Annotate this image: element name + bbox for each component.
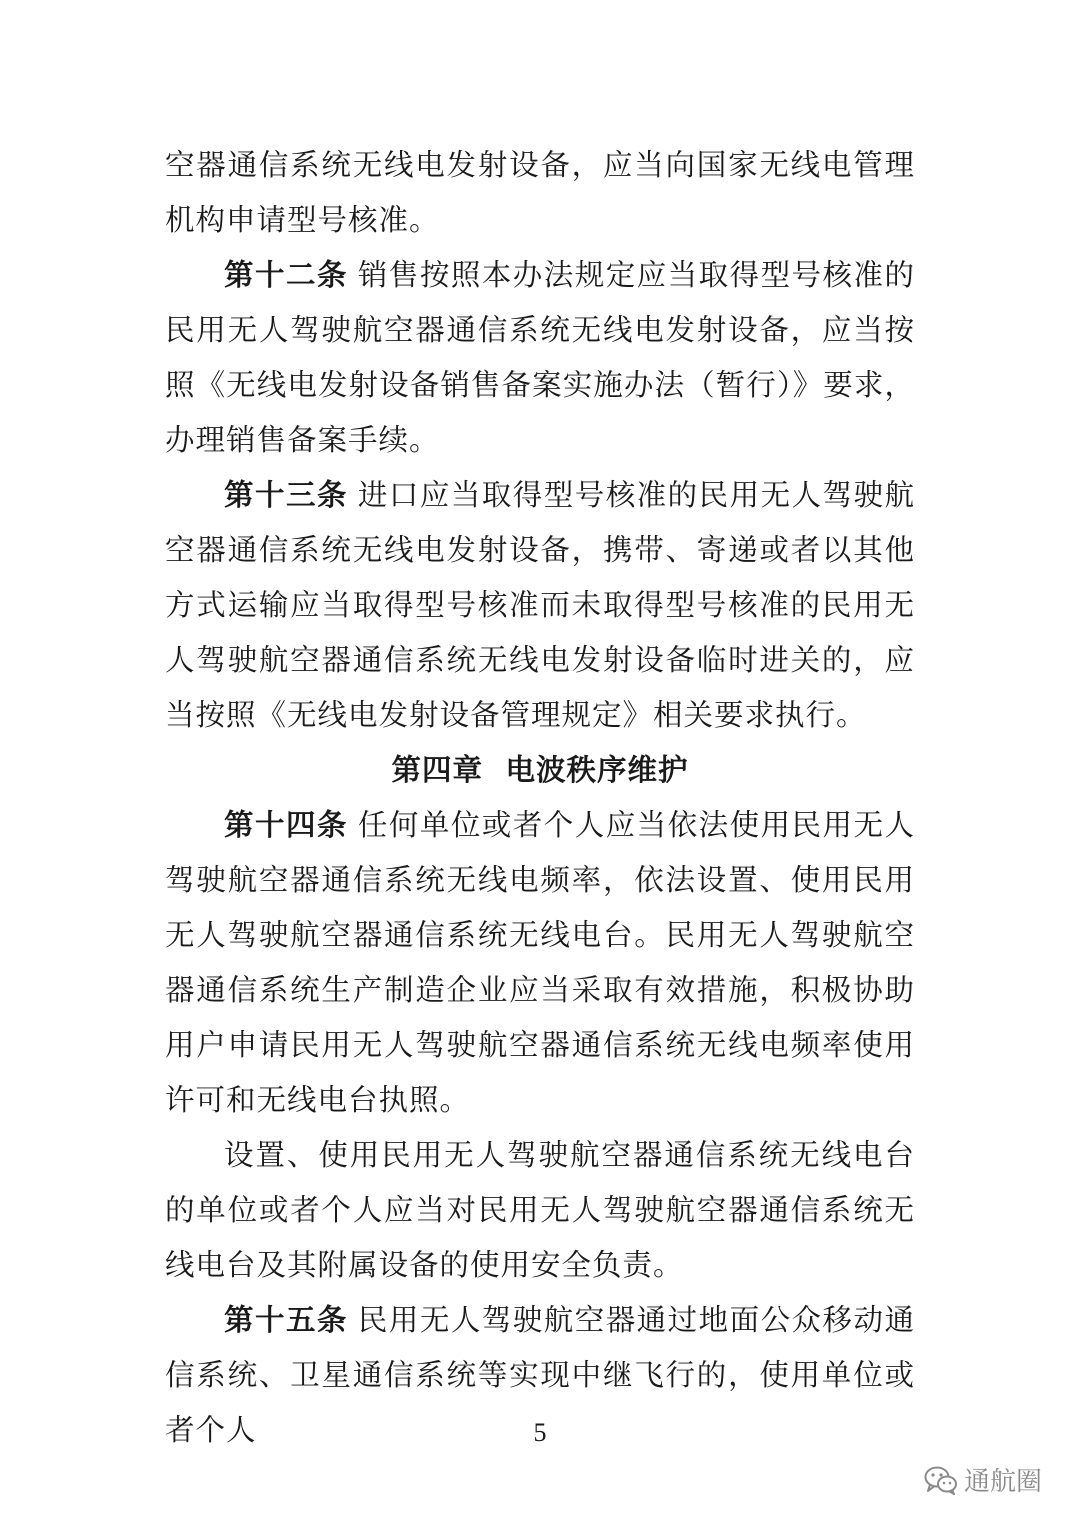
chapter-heading: 第四章 电波秩序维护	[391, 753, 689, 787]
article-14	[165, 798, 915, 1128]
watermark	[924, 1461, 1042, 1498]
wechat-icon	[924, 1465, 958, 1495]
article-number: 第十二条	[224, 258, 348, 292]
article-text: 任何单位或者个人应当依法使用民用无人驾驶航空器通信系统无线电频率，依法设置、使用民用无人驾驶航空器通信系统无线电台。民用无人驾驶航空器通信系统生产制造企业应当采取有效措施，积极协助用户申请民用无人驾驶航空器通信系统无线电频率使用许可和无线电台执照。	[165, 808, 915, 1117]
watermark-text: 通航圈	[963, 1467, 1042, 1497]
continued-paragraph: 空器通信系统无线电发射设备，应当向国家无线电管理机构申请型号核准。	[165, 148, 915, 237]
article-text: 民用无人驾驶航空器通过地面公众移动通信系统、卫星通信系统等实现中继飞行的，使用单位或者个人	[165, 1303, 915, 1447]
article-number: 第十五条	[224, 1303, 348, 1337]
paragraph: 设置、使用民用无人驾驶航空器通信系统无线电台的单位或者个人应当对民用无人驾驶航空器通信系统无线电台及其附属设备的使用安全负责。	[165, 1138, 915, 1282]
article-text: 进口应当取得型号核准的民用无人驾驶航空器通信系统无线电发射设备，携带、寄递或者以其他方式运输应当取得型号核准而未取得型号核准的民用无人驾驶航空器通信系统无线电发射设备临时进关的，应当按照《无线电发射设备管理规定》相关要求执行。	[165, 478, 915, 732]
page-number: 5	[533, 1418, 547, 1447]
page-body	[165, 138, 915, 1458]
article-number: 第十四条	[224, 808, 348, 842]
article-number: 第十三条	[224, 478, 348, 512]
article-12	[165, 248, 915, 468]
article-text: 销售按照本办法规定应当取得型号核准的民用无人驾驶航空器通信系统无线电发射设备，应当按照《无线电发射设备销售备案实施办法（暂行）》要求，办理销售备案手续。	[165, 258, 915, 457]
article-13	[165, 468, 915, 743]
